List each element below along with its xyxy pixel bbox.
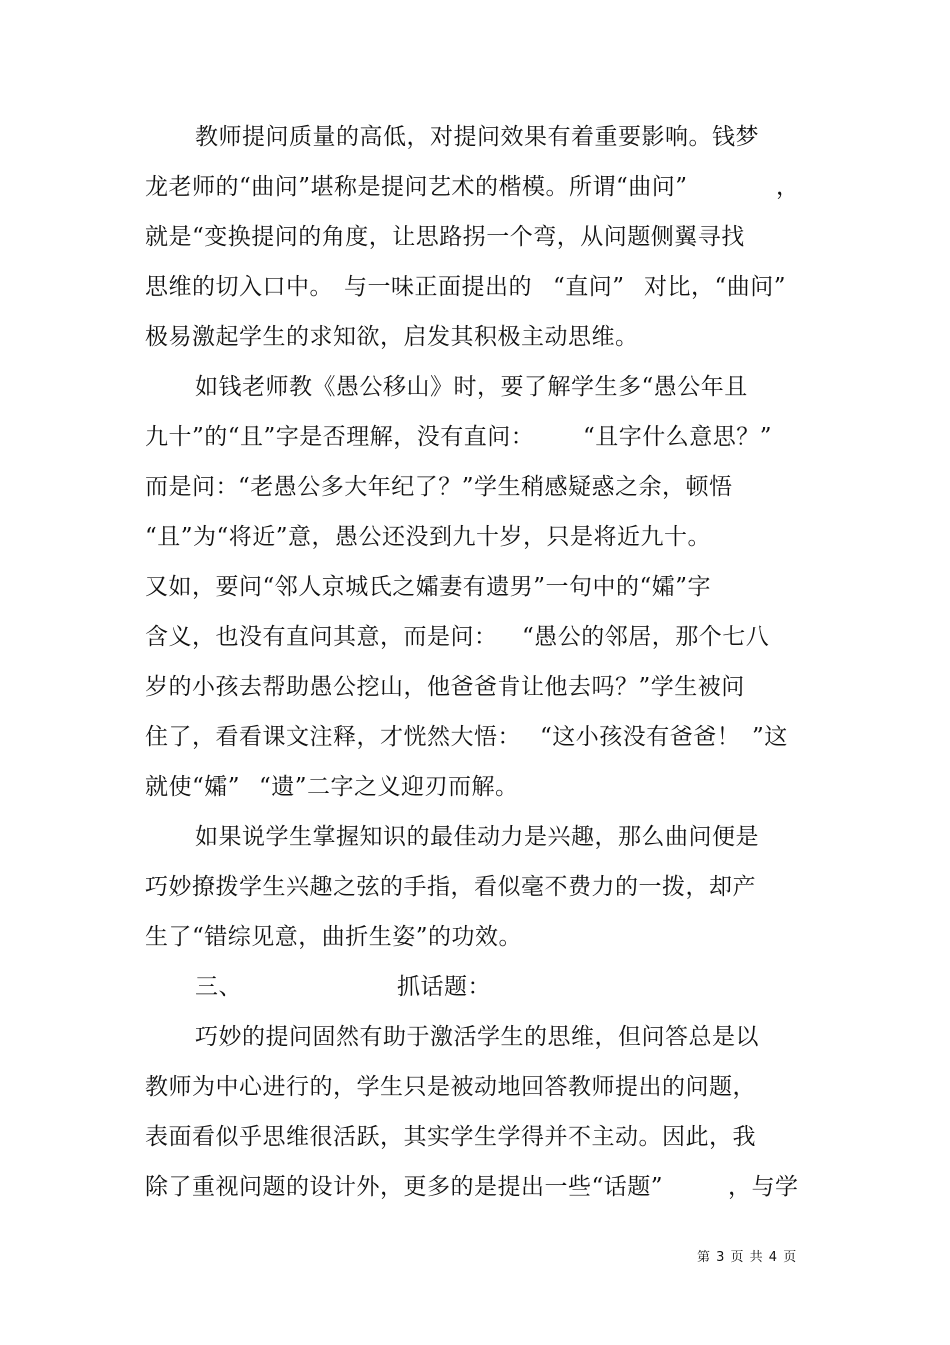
text-line-12: 岁的小孩去帮助愚公挖山，他爸爸肯让他去吗？”学生被问 <box>145 674 745 700</box>
text-line-09: “且”为“将近”意，愚公还没到九十岁，只是将近九十。 <box>145 524 712 550</box>
text-line-11-part-1: 含义，也没有直问其意，而是问： <box>145 624 498 650</box>
text-line-20: 表面看似乎思维很活跃，其实学生学得并不主动。因此，我 <box>145 1124 756 1150</box>
section-heading-number: 三、 <box>195 974 242 1000</box>
text-line-05: 极易激起学生的求知欲，启发其积极主动思维。 <box>145 324 639 350</box>
text-line-06: 如钱老师教《愚公移山》时，要了解学生多“愚公年且 <box>195 374 748 400</box>
text-line-04-part-1: 思维的切入口中。 <box>145 274 333 300</box>
text-line-02: 龙老师的“曲问”堪称是提问艺术的楷模。所谓“曲问” <box>145 174 688 200</box>
text-line-01: 教师提问质量的高低，对提问效果有着重要影响。钱梦 <box>195 124 759 150</box>
text-line-16: 巧妙撩拨学生兴趣之弦的手指，看似毫不费力的一拨，却产 <box>145 874 756 900</box>
text-line-08-part-1: 而是问： <box>145 474 239 500</box>
text-line-21-part-1: 除了重视问题的设计外，更多的是提出一些“话题” <box>145 1174 664 1200</box>
text-line-13-part-3: ”这 <box>752 724 788 750</box>
text-line-13-part-1: 住了，看看课文注释，才恍然大悟： <box>145 724 521 750</box>
text-line-10: 又如，要问“邻人京城氏之孀妻有遗男”一句中的“孀”字 <box>145 574 712 600</box>
text-line-19: 教师为中心进行的，学生只是被动地回答教师提出的问题， <box>145 1074 756 1100</box>
text-line-08-part-2: “老愚公多大年纪了？”学生稍感疑惑之余，顿悟 <box>238 474 733 500</box>
page-number: 第 3 页 共 4 页 <box>697 1250 798 1265</box>
text-line-14-part-2: “遗”二字之义迎刃而解。 <box>259 774 519 800</box>
section-heading-title: 抓话题： <box>397 974 491 1000</box>
text-line-11-part-2: “愚公的邻居，那个七八 <box>522 624 770 650</box>
text-line-04-part-3: “直问” <box>553 274 625 300</box>
text-line-17: 生了“错综见意，曲折生姿”的功效。 <box>145 924 523 950</box>
text-line-04-part-4: 对比，“曲问” <box>644 274 787 300</box>
text-line-07-part-1: 九十”的“且”字是否理解，没有直问： <box>145 424 535 450</box>
text-line-02-comma: ， <box>776 174 800 200</box>
text-line-14-part-1: 就使“孀” <box>145 774 241 800</box>
text-line-21-part-2: ，与学 <box>728 1174 799 1200</box>
text-line-13-part-2: “这小孩没有爸爸！ <box>540 724 741 750</box>
text-line-18: 巧妙的提问固然有助于激活学生的思维，但问答总是以 <box>195 1024 759 1050</box>
text-line-03: 就是“变换提问的角度，让思路拐一个弯，从问题侧翼寻找 <box>145 224 745 250</box>
text-line-15: 如果说学生掌握知识的最佳动力是兴趣，那么曲问便是 <box>195 824 759 850</box>
text-line-04-part-2: 与一味正面提出的 <box>344 274 532 300</box>
text-line-07-part-2: “且字什么意思？” <box>583 424 773 450</box>
